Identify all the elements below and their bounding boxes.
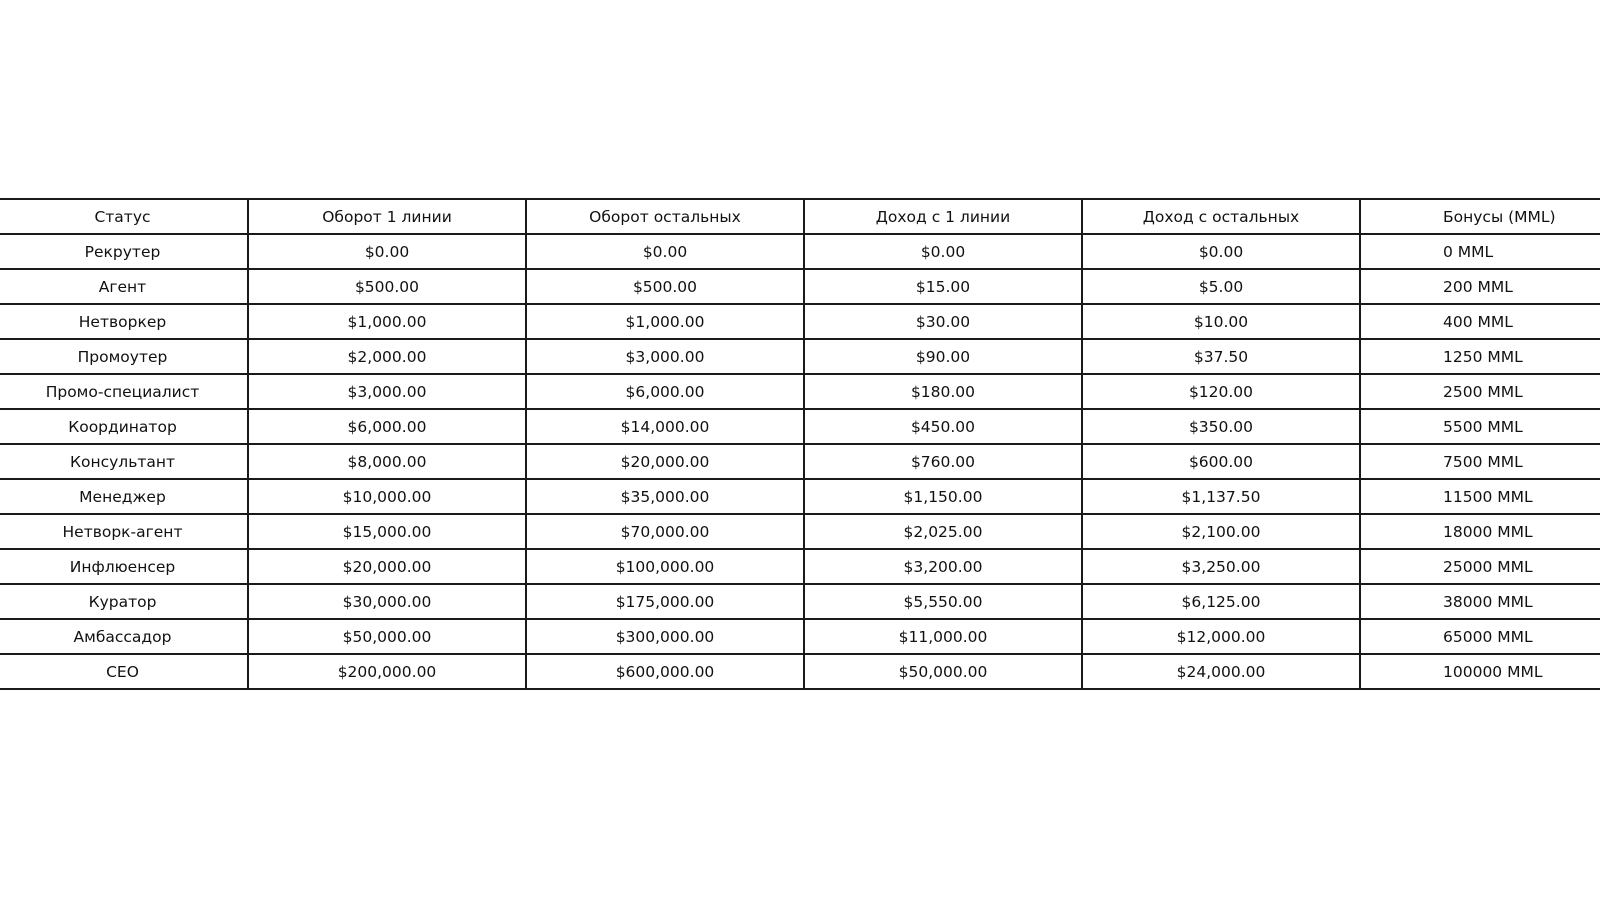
cell-status: Амбассадор — [0, 619, 248, 654]
cell-turnover-others: $6,000.00 — [526, 374, 804, 409]
cell-income-others: $120.00 — [1082, 374, 1360, 409]
cell-income-line1: $450.00 — [804, 409, 1082, 444]
cell-turnover-others: $500.00 — [526, 269, 804, 304]
status-table — [0, 198, 1600, 690]
cell-income-line1: $30.00 — [804, 304, 1082, 339]
cell-turnover-line1: $10,000.00 — [248, 479, 526, 514]
cell-income-line1: $0.00 — [804, 234, 1082, 269]
table-row — [0, 479, 1600, 514]
cell-status: Координатор — [0, 409, 248, 444]
table-row — [0, 654, 1600, 689]
cell-income-others: $0.00 — [1082, 234, 1360, 269]
cell-income-line1: $760.00 — [804, 444, 1082, 479]
cell-income-others: $12,000.00 — [1082, 619, 1360, 654]
cell-bonuses: 5500 MML — [1360, 409, 1600, 444]
cell-turnover-others: $600,000.00 — [526, 654, 804, 689]
cell-bonuses: 200 MML — [1360, 269, 1600, 304]
cell-income-line1: $1,150.00 — [804, 479, 1082, 514]
cell-bonuses: 7500 MML — [1360, 444, 1600, 479]
cell-status: Промоутер — [0, 339, 248, 374]
cell-income-others: $6,125.00 — [1082, 584, 1360, 619]
cell-income-others: $24,000.00 — [1082, 654, 1360, 689]
cell-turnover-others: $100,000.00 — [526, 549, 804, 584]
cell-bonuses: 18000 MML — [1360, 514, 1600, 549]
cell-turnover-others: $3,000.00 — [526, 339, 804, 374]
header-income-others: Доход с остальных — [1082, 199, 1360, 234]
table-row — [0, 339, 1600, 374]
cell-bonuses: 100000 MML — [1360, 654, 1600, 689]
cell-income-others: $5.00 — [1082, 269, 1360, 304]
cell-status: Агент — [0, 269, 248, 304]
cell-income-others: $3,250.00 — [1082, 549, 1360, 584]
cell-status: CEO — [0, 654, 248, 689]
cell-turnover-line1: $1,000.00 — [248, 304, 526, 339]
cell-bonuses: 2500 MML — [1360, 374, 1600, 409]
cell-turnover-line1: $2,000.00 — [248, 339, 526, 374]
cell-bonuses: 38000 MML — [1360, 584, 1600, 619]
cell-income-others: $350.00 — [1082, 409, 1360, 444]
cell-turnover-others: $14,000.00 — [526, 409, 804, 444]
status-table-container — [0, 198, 1600, 690]
table-body — [0, 234, 1600, 689]
cell-turnover-others: $1,000.00 — [526, 304, 804, 339]
cell-bonuses: 400 MML — [1360, 304, 1600, 339]
cell-status: Инфлюенсер — [0, 549, 248, 584]
table-header-row — [0, 199, 1600, 234]
header-bonuses: Бонусы (MML) — [1360, 199, 1600, 234]
table-header — [0, 199, 1600, 234]
cell-income-others: $600.00 — [1082, 444, 1360, 479]
cell-status: Куратор — [0, 584, 248, 619]
cell-turnover-line1: $50,000.00 — [248, 619, 526, 654]
table-row — [0, 234, 1600, 269]
cell-income-line1: $90.00 — [804, 339, 1082, 374]
cell-turnover-line1: $3,000.00 — [248, 374, 526, 409]
table-row — [0, 374, 1600, 409]
table-row — [0, 584, 1600, 619]
cell-turnover-line1: $200,000.00 — [248, 654, 526, 689]
cell-income-line1: $5,550.00 — [804, 584, 1082, 619]
cell-income-others: $2,100.00 — [1082, 514, 1360, 549]
header-turnover-line1: Оборот 1 линии — [248, 199, 526, 234]
cell-income-line1: $50,000.00 — [804, 654, 1082, 689]
cell-turnover-line1: $8,000.00 — [248, 444, 526, 479]
cell-turnover-line1: $500.00 — [248, 269, 526, 304]
cell-turnover-others: $70,000.00 — [526, 514, 804, 549]
cell-bonuses: 0 MML — [1360, 234, 1600, 269]
table-row — [0, 304, 1600, 339]
cell-turnover-line1: $15,000.00 — [248, 514, 526, 549]
table-row — [0, 549, 1600, 584]
cell-income-line1: $180.00 — [804, 374, 1082, 409]
cell-status: Промо-специалист — [0, 374, 248, 409]
table-row — [0, 269, 1600, 304]
cell-turnover-line1: $20,000.00 — [248, 549, 526, 584]
table-row — [0, 409, 1600, 444]
header-status: Статус — [0, 199, 248, 234]
cell-turnover-others: $300,000.00 — [526, 619, 804, 654]
cell-turnover-others: $20,000.00 — [526, 444, 804, 479]
cell-turnover-line1: $6,000.00 — [248, 409, 526, 444]
cell-bonuses: 1250 MML — [1360, 339, 1600, 374]
header-income-line1: Доход с 1 линии — [804, 199, 1082, 234]
cell-income-line1: $15.00 — [804, 269, 1082, 304]
cell-status: Менеджер — [0, 479, 248, 514]
cell-income-line1: $2,025.00 — [804, 514, 1082, 549]
cell-status: Консультант — [0, 444, 248, 479]
table-row — [0, 514, 1600, 549]
cell-turnover-line1: $30,000.00 — [248, 584, 526, 619]
table-row — [0, 444, 1600, 479]
cell-income-line1: $11,000.00 — [804, 619, 1082, 654]
cell-turnover-others: $175,000.00 — [526, 584, 804, 619]
cell-status: Рекрутер — [0, 234, 248, 269]
table-row — [0, 619, 1600, 654]
cell-turnover-line1: $0.00 — [248, 234, 526, 269]
header-turnover-others: Оборот остальных — [526, 199, 804, 234]
cell-income-others: $37.50 — [1082, 339, 1360, 374]
cell-bonuses: 65000 MML — [1360, 619, 1600, 654]
cell-status: Нетворк-агент — [0, 514, 248, 549]
cell-income-others: $1,137.50 — [1082, 479, 1360, 514]
cell-turnover-others: $0.00 — [526, 234, 804, 269]
cell-income-others: $10.00 — [1082, 304, 1360, 339]
cell-income-line1: $3,200.00 — [804, 549, 1082, 584]
cell-status: Нетворкер — [0, 304, 248, 339]
cell-turnover-others: $35,000.00 — [526, 479, 804, 514]
cell-bonuses: 25000 MML — [1360, 549, 1600, 584]
cell-bonuses: 11500 MML — [1360, 479, 1600, 514]
